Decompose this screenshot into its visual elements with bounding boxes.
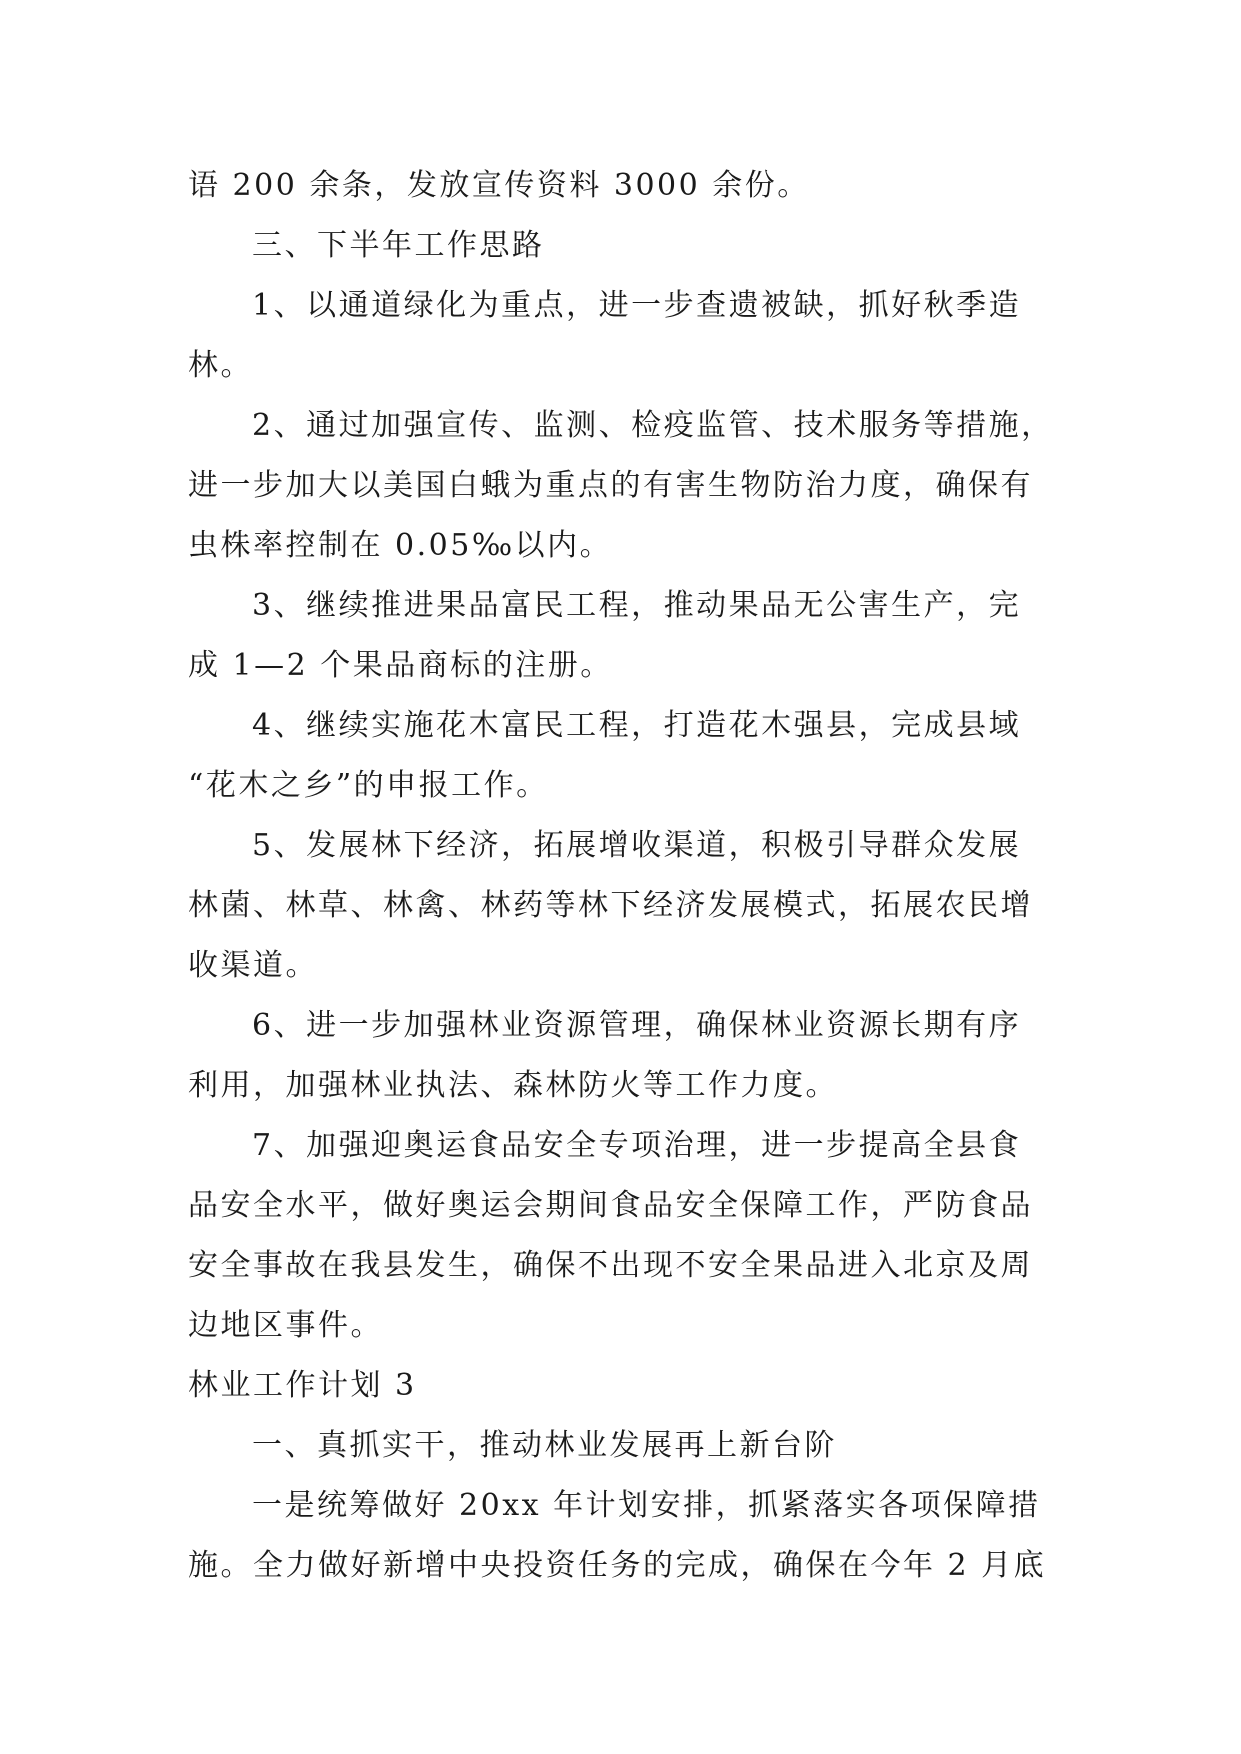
text-line: 收渠道。 — [188, 948, 318, 983]
text-line: 7、加强迎奥运食品安全专项治理，进一步提高全县食 — [252, 1128, 1022, 1163]
text-line: 进一步加大以美国白蛾为重点的有害生物防治力度，确保有 — [188, 468, 1033, 503]
text-line: 安全事故在我县发生，确保不出现不安全果品进入北京及周 — [188, 1248, 1033, 1283]
text-line: 5、发展林下经济，拓展增收渠道，积极引导群众发展 — [252, 828, 1022, 863]
text-line: 施。全力做好新增中央投资任务的完成，确保在今年 2 月底 — [188, 1548, 1047, 1583]
text-line: 林。 — [188, 348, 253, 383]
text-line: 6、进一步加强林业资源管理，确保林业资源长期有序 — [252, 1008, 1022, 1043]
text-line: “花木之乡”的申报工作。 — [188, 768, 549, 803]
text-line: 利用，加强林业执法、森林防火等工作力度。 — [188, 1068, 838, 1103]
text-line: 3、继续推进果品富民工程，推动果品无公害生产，完 — [252, 588, 1022, 623]
document-title: 林业工作计划 3 — [188, 1368, 417, 1403]
text-line: 语 200 余条，发放宣传资料 3000 余份。 — [188, 168, 810, 203]
text-line: 4、继续实施花木富民工程，打造花木强县，完成县域 — [252, 708, 1022, 743]
text-line: 一是统筹做好 20xx 年计划安排，抓紧落实各项保障措 — [252, 1488, 1041, 1523]
text-line: 边地区事件。 — [188, 1308, 383, 1343]
text-line: 林菌、林草、林禽、林药等林下经济发展模式，拓展农民增 — [188, 888, 1033, 923]
section-heading: 三、下半年工作思路 — [252, 228, 545, 263]
text-line: 成 1—2 个果品商标的注册。 — [188, 648, 613, 683]
text-line: 1、以通道绿化为重点，进一步查遗被缺，抓好秋季造 — [252, 288, 1022, 323]
text-line: 2、通过加强宣传、监测、检疫监管、技术服务等措施， — [252, 408, 1054, 443]
text-line: 虫株率控制在 0.05‰以内。 — [188, 528, 613, 563]
text-line: 品安全水平，做好奥运会期间食品安全保障工作，严防食品 — [188, 1188, 1033, 1223]
section-heading: 一、真抓实干，推动林业发展再上新台阶 — [252, 1428, 837, 1463]
